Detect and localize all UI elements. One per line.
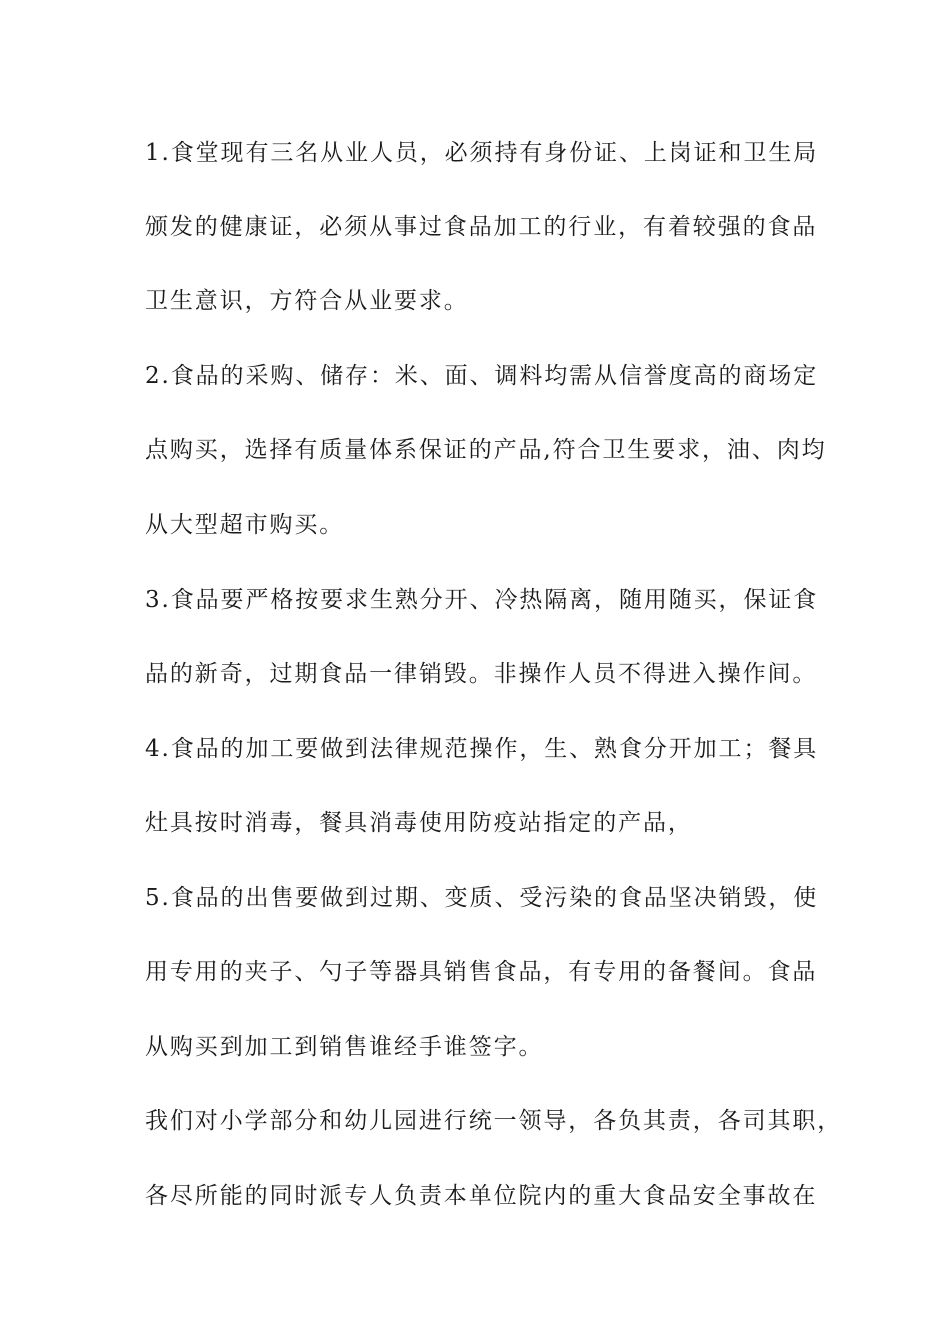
text-line: 用专用的夹子、勺子等器具销售食品，有专用的备餐间。食品: [145, 959, 818, 985]
text-line: 从购买到加工到销售谁经手谁签字。: [145, 1034, 544, 1060]
text-line: 2.食品的采购、储存：米、面、调料均需从信誉度高的商场定: [145, 363, 819, 389]
text-line: 3.食品要严格按要求生熟分开、冷热隔离，随用随买，保证食: [145, 587, 819, 613]
text-line: 各尽所能的同时派专人负责本单位院内的重大食品安全事故在: [145, 1183, 818, 1209]
text-line: 4.食品的加工要做到法律规范操作，生、熟食分开加工；餐具: [145, 736, 819, 762]
text-line: 从大型超市购买。: [145, 512, 345, 538]
text-line: 品的新奇，过期食品一律销毁。非操作人员不得进入操作间。: [145, 661, 818, 687]
text-line: 卫生意识，方符合从业要求。: [145, 288, 469, 314]
text-line: 灶具按时消毒，餐具消毒使用防疫站指定的产品，: [145, 810, 693, 836]
text-line: 5.食品的出售要做到过期、变质、受污染的食品坚决销毁，使: [145, 885, 819, 911]
text-line: 点购买，选择有质量体系保证的产品,符合卫生要求，油、肉均: [145, 437, 827, 463]
text-line: 颁发的健康证，必须从事过食品加工的行业，有着较强的食品: [145, 214, 818, 240]
text-line: 我们对小学部分和幼儿园进行统一领导，各负其责，各司其职，: [145, 1108, 843, 1134]
text-line: 1.食堂现有三名从业人员，必须持有身份证、上岗证和卫生局: [145, 140, 819, 166]
